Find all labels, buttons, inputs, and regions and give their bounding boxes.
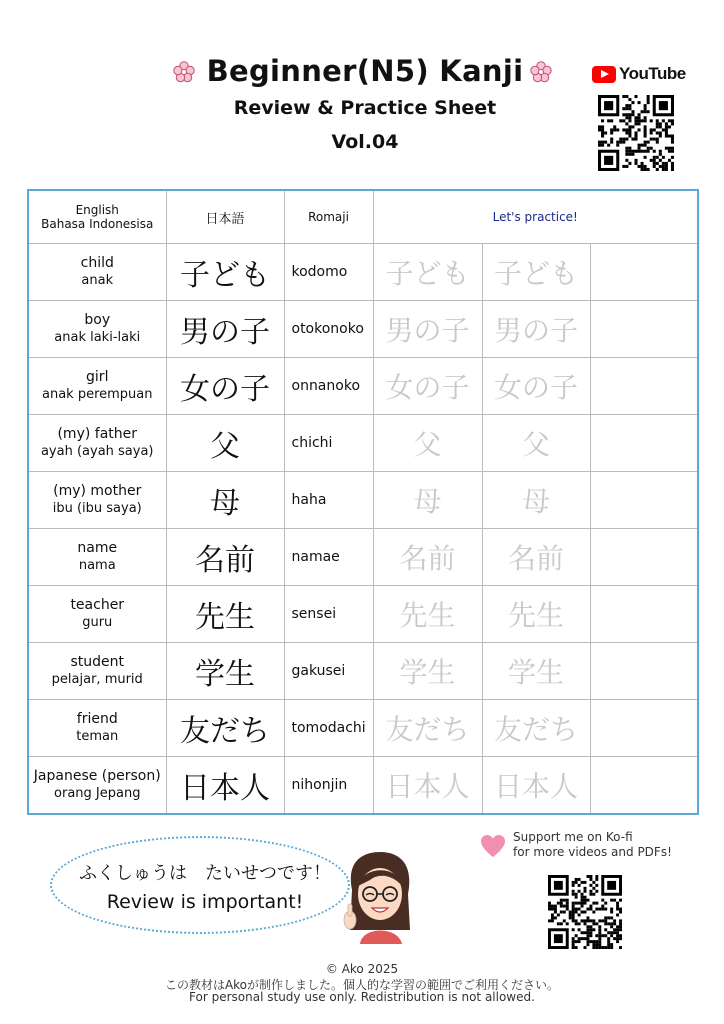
kofi-line2: for more videos and PDFs!	[513, 845, 672, 859]
tracing-practice-cell[interactable]: 日本人	[373, 757, 482, 815]
indonesian-meaning: ibu (ibu saya)	[52, 501, 142, 516]
youtube-qr-code[interactable]	[598, 95, 674, 171]
english-meaning: teacher	[70, 597, 125, 613]
tracing-practice-cell[interactable]: 父	[482, 415, 590, 472]
tracing-practice-cell[interactable]: 男の子	[373, 301, 482, 358]
tracing-practice-cell[interactable]: 名前	[482, 529, 590, 586]
tracing-practice-cell[interactable]: 母	[482, 472, 590, 529]
indonesian-meaning: anak perempuan	[42, 387, 153, 402]
english-meaning: friend	[76, 711, 118, 727]
blank-practice-cell[interactable]	[590, 700, 698, 757]
tracing-practice-cell[interactable]: 学生	[482, 643, 590, 700]
romaji-reading: onnanoko	[284, 358, 373, 415]
meaning-cell	[28, 472, 166, 529]
meaning-cell	[28, 415, 166, 472]
tracing-practice-cell[interactable]: 日本人	[482, 757, 590, 815]
tracing-practice-cell[interactable]: 友だち	[373, 700, 482, 757]
romaji-reading: chichi	[284, 415, 373, 472]
japanese-word: 友だち	[166, 700, 284, 757]
romaji-reading: nihonjin	[284, 757, 373, 815]
indonesian-meaning: guru	[82, 615, 113, 630]
indonesian-meaning: ayah (ayah saya)	[40, 444, 154, 459]
header-practice: Let's practice!	[373, 190, 698, 244]
japanese-word: 男の子	[166, 301, 284, 358]
meaning-cell	[28, 586, 166, 643]
english-meaning: name	[77, 540, 118, 556]
page-subtitle: Review & Practice Sheet	[233, 97, 497, 119]
table-row	[28, 415, 698, 472]
kofi-support[interactable]	[480, 830, 672, 860]
blank-practice-cell[interactable]	[590, 529, 698, 586]
english-meaning: boy	[84, 312, 111, 328]
romaji-reading: kodomo	[284, 244, 373, 301]
tracing-practice-cell[interactable]: 子ども	[482, 244, 590, 301]
blank-practice-cell[interactable]	[590, 586, 698, 643]
header-language	[28, 190, 166, 244]
tracing-practice-cell[interactable]: 子ども	[373, 244, 482, 301]
english-meaning: Japanese (person)	[33, 768, 161, 784]
meaning-cell	[28, 643, 166, 700]
indonesian-meaning: anak	[81, 273, 114, 288]
blank-practice-cell[interactable]	[590, 643, 698, 700]
japanese-word: 母	[166, 472, 284, 529]
romaji-reading: tomodachi	[284, 700, 373, 757]
romaji-reading: sensei	[284, 586, 373, 643]
table-row	[28, 757, 698, 815]
table-row	[28, 586, 698, 643]
table-row	[28, 301, 698, 358]
english-meaning: girl	[86, 369, 109, 385]
sakura-icon	[530, 61, 552, 83]
tracing-practice-cell[interactable]: 男の子	[482, 301, 590, 358]
english-meaning: child	[80, 255, 114, 271]
meaning-cell	[28, 757, 166, 815]
tracing-practice-cell[interactable]: 友だち	[482, 700, 590, 757]
indonesian-meaning: teman	[76, 729, 119, 744]
blank-practice-cell[interactable]	[590, 472, 698, 529]
english-meaning: (my) father	[57, 426, 138, 442]
blank-practice-cell[interactable]	[590, 757, 698, 815]
japanese-word: 子ども	[166, 244, 284, 301]
meaning-cell	[28, 700, 166, 757]
table-row	[28, 700, 698, 757]
header-japanese: 日本語	[166, 190, 284, 244]
tracing-practice-cell[interactable]: 父	[373, 415, 482, 472]
speech-bubble	[50, 836, 350, 934]
bubble-japanese-text: ふくしゅうは たいせつです！	[79, 863, 331, 884]
blank-practice-cell[interactable]	[590, 301, 698, 358]
volume-label: Vol.04	[331, 131, 399, 153]
indonesian-meaning: anak laki-laki	[54, 330, 141, 345]
meaning-cell	[28, 358, 166, 415]
kofi-qr-code[interactable]	[548, 875, 622, 949]
japanese-word: 学生	[166, 643, 284, 700]
indonesian-meaning: orang Jepang	[54, 786, 141, 801]
header-english: English	[75, 203, 119, 217]
youtube-label: YouTube	[619, 64, 686, 83]
header-romaji: Romaji	[284, 190, 373, 244]
table-row	[28, 643, 698, 700]
meaning-cell	[28, 301, 166, 358]
romaji-reading: namae	[284, 529, 373, 586]
table-row	[28, 358, 698, 415]
tracing-practice-cell[interactable]: 名前	[373, 529, 482, 586]
tracing-practice-cell[interactable]: 学生	[373, 643, 482, 700]
japanese-word: 先生	[166, 586, 284, 643]
blank-practice-cell[interactable]	[590, 244, 698, 301]
meaning-cell	[28, 244, 166, 301]
tracing-practice-cell[interactable]: 女の子	[373, 358, 482, 415]
bubble-english-text: Review is important!	[106, 891, 304, 913]
practice-table	[27, 189, 699, 815]
japanese-word: 女の子	[166, 358, 284, 415]
table-row	[28, 472, 698, 529]
footer-copyright: © Ako 2025	[325, 962, 399, 976]
header-indonesian: Bahasa Indonesisa	[41, 217, 154, 231]
blank-practice-cell[interactable]	[590, 358, 698, 415]
tracing-practice-cell[interactable]: 女の子	[482, 358, 590, 415]
tracing-practice-cell[interactable]: 先生	[373, 586, 482, 643]
footer-english-notice: For personal study use only. Redistribution is not allowed.	[189, 990, 535, 1004]
youtube-link[interactable]	[592, 64, 686, 84]
japanese-word: 日本人	[166, 757, 284, 815]
table-row	[28, 529, 698, 586]
romaji-reading: haha	[284, 472, 373, 529]
meaning-cell	[28, 529, 166, 586]
blank-practice-cell[interactable]	[590, 415, 698, 472]
tracing-practice-cell[interactable]: 母	[373, 472, 482, 529]
tracing-practice-cell[interactable]: 先生	[482, 586, 590, 643]
romaji-reading: otokonoko	[284, 301, 373, 358]
indonesian-meaning: pelajar, murid	[51, 672, 143, 687]
english-meaning: student	[70, 654, 125, 670]
kofi-line1: Support me on Ko-fi	[513, 830, 633, 844]
page-title: Beginner(N5) Kanji	[206, 54, 524, 88]
romaji-reading: gakusei	[284, 643, 373, 700]
indonesian-meaning: nama	[78, 558, 116, 573]
table-row	[28, 244, 698, 301]
youtube-icon	[592, 66, 616, 83]
table-header-row	[28, 190, 698, 244]
english-meaning: (my) mother	[53, 483, 142, 499]
teacher-avatar	[340, 850, 420, 944]
japanese-word: 父	[166, 415, 284, 472]
japanese-word: 名前	[166, 529, 284, 586]
footer-japanese-notice: この教材はAkoが制作しました。個人的な学習の範囲でご利用ください。	[164, 978, 560, 992]
heart-icon	[480, 834, 506, 858]
